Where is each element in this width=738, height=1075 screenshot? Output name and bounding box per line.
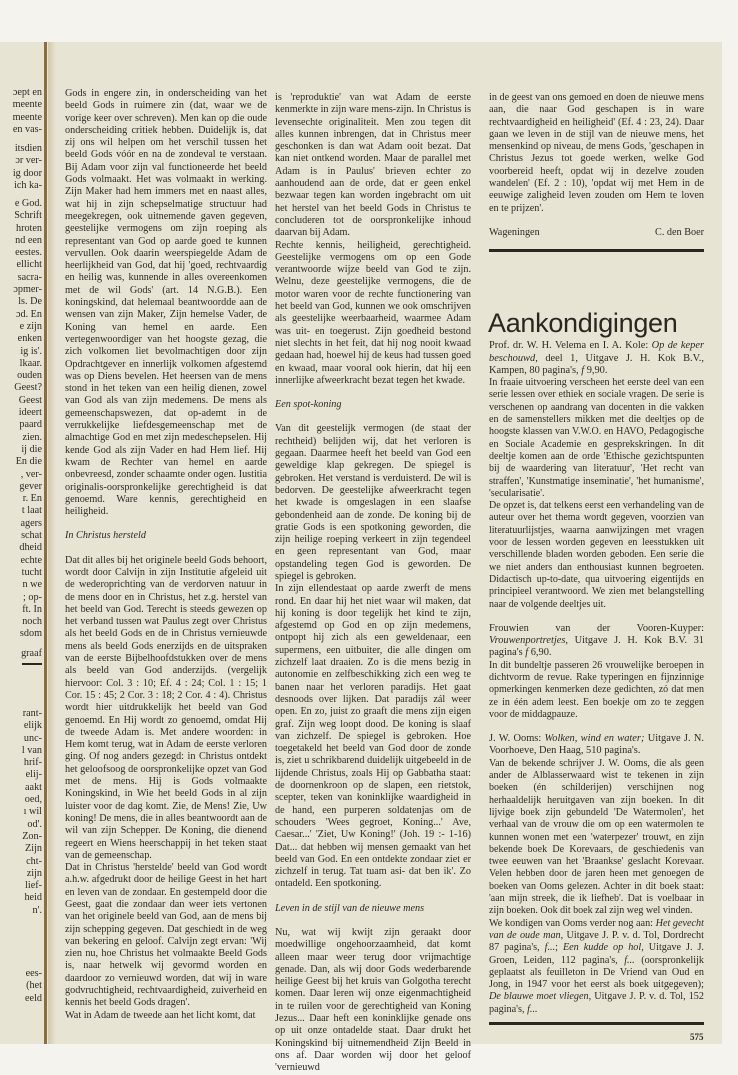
fragment-line: echte xyxy=(20,554,42,566)
fragment-line: e zijn xyxy=(19,320,42,332)
announcement-body: De opzet is, dat telkens eerst een verhandeling van de auteur over het thema wordt gegeven, voorzien van literatuurlijstjes, waarna aanwijzingen met vragen voor de lessen worden gegeven en leesstukken uit verschillende bladen worden geboden. Een serie die we niet anders dan enthousiast kunnen begroeten. Didactisch up-to-date, qua uitvoering eigentijds en principieel verantwoord. We zien met belangstelling naar de volgende deeltjes uit. xyxy=(489,500,704,610)
fragment-line: ɔd. En xyxy=(15,308,42,320)
fragment-line: n we xyxy=(22,579,42,591)
page-fold-shadow xyxy=(48,42,56,1044)
fragment-line: ls. De xyxy=(18,296,42,308)
citation-text: (oorspronkelijk geplaatst als feuilleton in De Vriend van Oud en Jong, in 1947 voor het eerst als boek uitgegeven); xyxy=(489,954,705,991)
fragment-line: , ver- xyxy=(20,468,42,480)
fragment-line: ij die xyxy=(21,443,42,455)
paragraph: in de geest van ons gemoed en doen de nieuwe mens aan, die naar God geschapen is in ware rechtvaardigheid en heiligheid' (Ef. 4 : 23, 24). Daar gaan we leven in de stijl van de nieuwe mens, het mensenkind op niveau, de mens Gods, 'geschapen in Christus Jezus tot goede werken, welke God voorbereid heeft, opdat wij in dezelve zouden wandelen' (Ef. 2 : 10), 'opdat wij met Hem in de eeuwige zaligheid leven zouden om Hem te loven en te prijzen'. xyxy=(489,92,705,214)
fragment-line: (het xyxy=(26,980,42,992)
paragraph: is 'reproduktie' van wat Adam de eerste kenmerkte in zijn ware mens-zijn. In Christus is levensechte originaliteit. Men zou tegen dit alles kunnen inbrengen, dat in Christus meer geschonken is dan wat Adam ooit bezat. Dat kan niet ontkend worden. Maar de parallel met Adam is in Paulus' brieven echter zo aanhoudend aan de orde, dat er geen enkel bezwaar tegen kan worden ingebracht om uit het herstel van het beeld Gods in Christus te concluderen tot de oorspronkelijke inhoud daarvan bij Adam. xyxy=(275,92,471,239)
fragment-line: l van xyxy=(21,744,42,756)
book-citation xyxy=(489,340,704,377)
citation-text: , Uitgave J. H. Kok B.V. 31 pagina's xyxy=(489,635,704,659)
italic-title: f... xyxy=(544,942,556,954)
article-column-1 xyxy=(65,88,267,1022)
previous-page-fragment xyxy=(0,143,42,192)
fragment-line: ouden xyxy=(17,370,42,382)
section-heading: Leven in de stijl van de nieuwe mens xyxy=(275,902,425,914)
announcements-heading: Aankondigingen xyxy=(488,308,678,339)
fragment-line: sacra- xyxy=(17,271,42,283)
fragment-line: cht- xyxy=(26,855,42,867)
fragment-line: Schrift xyxy=(14,210,42,222)
announcements-list xyxy=(489,340,704,1016)
italic-title: f... xyxy=(527,1003,538,1015)
fragment-line: ellicht xyxy=(16,259,42,271)
previous-page-fragment xyxy=(0,968,42,1005)
fragment-line: n'. xyxy=(32,904,42,916)
fragment-line: heid xyxy=(24,892,42,904)
citation-text: J. W. Ooms: xyxy=(489,733,545,745)
announcement xyxy=(489,733,704,917)
paragraph: Wat in Adam de tweede aan het licht komt, dat xyxy=(65,1009,256,1021)
fragment-line: dheid xyxy=(19,542,42,554)
fragment-line: Zon- xyxy=(22,830,42,842)
article-column-3 xyxy=(489,92,704,1016)
fragment-line: ɔr ver- xyxy=(15,155,42,167)
book-citation xyxy=(489,733,704,758)
fragment-line: zijn xyxy=(26,867,42,879)
fragment-line: itsdien xyxy=(14,143,42,154)
fragment-line: Geest? xyxy=(14,382,42,394)
fragment-line: agers xyxy=(20,517,42,529)
italic-title: Op de keper beschouwd xyxy=(489,340,704,364)
italic-title: f xyxy=(525,647,529,659)
fragment-line: sdom xyxy=(19,628,42,640)
fragment-line: od'. xyxy=(27,818,42,830)
article-column-2 xyxy=(275,92,471,1075)
paragraph: Nu, wat wij kwijt zijn geraakt door moedwillige ongehoorzaamheid, dat komt alleen maar weer terug door vrijmachtige genade. Dan, als wij door Gods wederbarende heilige Geest bij het kruis van Golgotha terecht komen. Daar leren wij onze eigenmachtigheid in te ruilen voor de gerechtigheid van Koning Jezus... Daar heft een koninklijke genade ons op uit onze ontadelde staat. Daar drukt het Koningskind bij uitnemendheid Zijn Beeld in ons af. Daar worden wij door het geloof 'vernieuwd xyxy=(275,927,471,1074)
previous-page-rule xyxy=(22,663,42,665)
previous-page-fragment xyxy=(0,708,42,917)
citation-text: , Uitgave J. P. v. d. Tol, 152 pagina's, xyxy=(489,991,704,1015)
page-number: 575 xyxy=(690,1032,704,1042)
italic-title: f... xyxy=(624,954,635,966)
fragment-line: unc- xyxy=(23,732,42,744)
author-name: C. den Boer xyxy=(655,226,704,238)
fragment-line: meente xyxy=(12,99,42,111)
previous-page-fragment xyxy=(0,648,42,660)
paragraph: Dat in Christus 'herstelde' beeld van God wordt a.h.w. afgedrukt door de heilige Geest in het hart en leven van de zondaar. En gestempeld door die Geest, gaat die zondaar dan weer iets vertonen van het originele beeld van God, aan de mens bij zijn schepping gegeven. Dat geschiedt in de weg van bekering en geloof. Calvijn zegt ervan: 'Wij zien nu, hoe Christus het volmaakte Beeld Gods is, naar hetwelk wij gevormd worden en daardoor zo vernieuwd worden, dat wij in ware godvruchtigheid, rechtvaardigheid, zuiverheid en kennis het beeld Gods dragen'. xyxy=(65,862,267,1009)
paragraph: Rechte kennis, heiligheid, gerechtigheid. Geestelijke vermogens om op een Gode verantwoorde wijze beeld van God te zijn. Welnu, deze geestelijke vermogens, die de motor waren voor de rechte functionering van het beeld van God, kunnen we ook omschrijven als geestelijke weerbaarheid, waarmee Adam was uit- en toegerust. Zijn goedheid bestond niet slechts in het feit, dat hij nog nooit kwaad gedaan had, hoewel hij de keus had tussen goed en kwaad, maar vooral ook hierin, dat hij een innerlijke afweerkracht bezat tegen het kwade. xyxy=(275,239,471,386)
fragment-line: r. En xyxy=(22,493,42,505)
fragment-line: t laat xyxy=(21,505,42,517)
fragment-line: hroten xyxy=(15,222,42,234)
italic-title: Een kudde op hol xyxy=(562,942,642,954)
fragment-line: tucht xyxy=(21,566,42,578)
page-fold-line xyxy=(44,42,47,1044)
fragment-line: noch xyxy=(22,616,42,628)
citation-text: Frouwien van der Vooren-Kuyper: xyxy=(489,622,704,634)
fragment-line: schat xyxy=(21,530,42,542)
fragment-line: graaf xyxy=(21,648,42,659)
fragment-line: lkaar. xyxy=(19,357,42,369)
citation-text: 6,90. xyxy=(528,647,552,659)
fragment-line: ft. In xyxy=(22,603,42,615)
italic-title: Het gevecht van de oude man xyxy=(489,917,704,941)
further-announcements xyxy=(489,918,704,1016)
citation-text: , Uitgave J. P. v. d. Tol, Dordrecht 87 pagina's, xyxy=(489,929,704,954)
fragment-line: aakt xyxy=(25,781,42,793)
section-heading: Een spot-koning xyxy=(275,399,342,411)
fragment-line: ig is'. xyxy=(20,345,42,357)
fragment-line: ideert xyxy=(18,407,42,419)
fragment-line: hrif- xyxy=(23,757,42,769)
citation-text: ; xyxy=(555,942,563,954)
fragment-line: ees- xyxy=(25,968,42,979)
citation-text: We kondigen van Ooms verder nog aan: xyxy=(489,917,656,929)
fragment-line: oed, xyxy=(24,794,42,806)
fragment-line: rant- xyxy=(22,708,42,719)
announcement-body: In fraaie uitvoering verscheen het eerste deel van een serie lessen over ethiek en sociale vragen. De serie is verschenen op aandrang van docenten in die vakken en de samenstellers mikken met die deeltjes op de hoogste klassen van V.W.O. en HAVO, Pedagogische en Sociale Academie en gesprekskringen. In dit deeltje komen aan de orde 'Ethische gezichtspunten bij de waardering van literatuur', 'Het recht van straffen', 'Kunstmatige inseminatie', 'het humanisme', 'secularisatie'. xyxy=(489,377,704,499)
italic-title: Wolken, wind en water; xyxy=(544,733,645,745)
author-place: Wageningen xyxy=(489,226,540,238)
paragraph: In zijn ellendestaat op aarde zwerft de mens rond. En daar hij het niet waar wil maken, dat hij koning is door tegelijk het kind te zijn, afgestemd op God en op zijn medemens, ontpopt hij zich als een geweldenaar, een supermens, een uitbuiter, die alle dingen om zichzelf laat draaien. Zo is die mens bezig in autonomie en zelfbeschikking zich een weg te banen naar het verloren paradijs. Het gaat desnoods over lijken. Dat paradijs zál weer open. En zo, juist zo graaft die mens zijn eigen graf. Zijn weg loopt dood. De koning is slaaf van zichzelf. De spiegel is gebroken. Hoe toegetakeld het beeld van God door de zonde is, ziet u schrikbarend duidelijk uitgebeeld in de lijdende Christus, zoals Hij op Gabbatha staat: de doornenkroon op de slapen, een rietstok, scepter, teken van koninklijke waardigheid in de hand, een purperen soldatenjas om de schouders 'Wees gegroet, Koning...' Ave, Caesar...' 'Ziet, Uw Koning!' (Joh. 19 :- 1-16) Dat... dat hebben wij mensen gemaakt van het beeld van God. En een ontdekte zondaar ziet er zichzelf in terug. Tat tuam asi- dat ben ik'. Zo ontadeld. Een spotkoning. xyxy=(275,583,471,890)
fragment-line: paard xyxy=(19,419,42,431)
fragment-line: Geest xyxy=(18,394,42,406)
fragment-line: ; op- xyxy=(23,591,42,603)
italic-title: f xyxy=(581,364,585,376)
fragment-line: eestes. xyxy=(15,247,42,259)
paragraph: Gods in engere zin, in onderscheiding van het beeld Gods in ruimere zin (dat, waar we de vorige keer over schreven). Men kan op die oude onderscheiding critiek hebben. Duidelijk is, dat zij ons wil helpen om het verschil tussen het beeld Gods vóór en na de zondeval te verstaan. Bij Adam voor zijn val functioneerde het beeld Gods volmaakt. Het was volmaakt in werking. Zijn Maker had hem immers met en naast alles, wat hij in zijn schepselmatige structuur had meegekregen, ook uitnemende gaven gegeven, geestelijke vermogens om zijn roeping als representant van God op aarde goed te kunnen vervullen. Ook daarin weerspiegelde Adam de heerlijkheid van God, dat hij 'goed, rechtvaardig en heilig was, kunnende in alles overeenkomen met de wil Gods' (art. 14 N.G.B.). Een koningskind, dat helemaal beantwoordde aan de wensen van zijn Maker, Zijn hemelse Vader, de Koning van hemel en aarde. Een vertegenwoordiger van het hoogste gezag, die zich volkomen liet bevolmachtigen door zijn Opdrachtgever en innerlijk volkomen afgestemd was op Diens bevelen. Het heersen van de mens stond in het teken van een heilig dienen, zowel van God als van zijn medemens. De mens als gemeenschapswezen, dat op-ademt in de verrukkelijke liefdesgemeenschap met de almachtige God en met zijn medeschepselen. Hij kende God als zijn Vader en had Hem lief. Hij kwam de Rechter van hemel en aarde onbevreesd, zonder schaamte onder ogen. Iustitia originalis-oorspronkelijke gerechtigheid is dat genoemd. Ware kennis, gerechtigheid en heiligheid. xyxy=(65,88,267,518)
citation-text: , deel 1, Uitgave J. H. Kok B.V., Kampen, 80 pagina's, xyxy=(489,352,704,376)
bottom-rule xyxy=(489,1022,704,1025)
announcement xyxy=(489,623,704,721)
fragment-line: ich ka- xyxy=(13,179,42,191)
fragment-line: ig door xyxy=(12,167,42,179)
book-citation xyxy=(489,623,704,660)
fragment-line: en vas- xyxy=(12,123,42,135)
previous-page-fragment xyxy=(0,87,42,136)
previous-page-fragment xyxy=(0,198,42,641)
fragment-line: elijk xyxy=(23,720,42,732)
announcement xyxy=(489,340,704,611)
paragraph: Dat dit alles bij het originele beeld Gods behoort, wordt door Calvijn in zijn Institutie afgeleid uit de wederoprichting van de verdorven natuur in de mens door en in Christus, het z.g. herstel van het beeld van God. Terecht is steeds gewezen op het verband tussen wat Paulus zegt over Christus als het beeld Gods en de in Christus vernieuwde mens als beeld Gods enerzijds en de uitspraken van de eerste Bijbelhoofdstukken over de mens als beeld van God anderzijds. (vergelijk hiervoor: Col. 3 : 10; Ef. 4 : 24; Col. 1 : 15; 1 Cor. 15 : 45; 2 Cor. 3 : 18; 2 Cor. 4 : 4). Christus wordt hier uitdrukkelijk het beeld van God genoemd. En Hij wordt zo genoemd, omdat Hij de tweede Adam is. Met andere woorden: in Hem komt terug, wat in Adam de eerste verloren ging. Of nog anders gezegd: in Christus ontdekt het geloofsoog de oorspronkelijke opzet van God met de mens. Hij is Gods volmaakte Koningskind, in Wie het beeld Gods in al zijn luister voor de dag komt. Zie, de Mens! Zie, Uw koning! De mens, die in alles beantwoordt aan de wil van zijn Schepper. De Koning, die dienend regeert en Wiens heerschappij in het teken staat van de gemeenschap. xyxy=(65,554,267,861)
announcement-body: In dit bundeltje passeren 26 vrouwelijke beroepen in dichtvorm de revue. Rake typeringen en fijnzinnige opmerkingen kenmerken deze gedichten, zó dat men ze in één adem leest. Een boekje om zo te zeggen voor de middagpauze. xyxy=(489,659,704,720)
fragment-line: elij- xyxy=(25,769,42,781)
citation-text: , Uitgave J. J. Groen, Leiden, 112 pagina's, xyxy=(489,942,704,966)
citation-text: Prof. dr. W. H. Velema en I. A. Kole: xyxy=(489,340,652,352)
fragment-line: ɔept en xyxy=(12,87,42,98)
announcement-body: Van de bekende schrijver J. W. Ooms, die als geen ander de Alblasserwaard wist te tekenen in zijn boeken (én schilderijen) verschijnen nog herhaaldelijk heruitgaven van zijn boeken. In dit lijvige boek zijn gebundeld 'De Watermolen', het verhaal van de vrouw die om op een watermolen te kunnen wonen met een 'waterpezer' trouwt, en zijn bekende boek De Korevaars, de geschiedenis van twee eeuwen van het 'Braankse' geslacht Korevaar. Velen hebben door de jaren heen met genoegen de boeken van Ooms gelezen. Achter in dit boek staat: 'aan mijn streek, die ik liefheb'. Dat is voelbaar in zijn boeken. Ook dit boek zal zijn weg wel vinden. xyxy=(489,757,704,917)
fragment-line: Zijn xyxy=(25,843,42,855)
fragment-line: gever xyxy=(19,480,42,492)
fragment-line: En die xyxy=(15,456,42,468)
fragment-line: lief- xyxy=(25,880,42,892)
fragment-line: nd een xyxy=(15,234,42,246)
fragment-line: zien. xyxy=(22,431,42,443)
fragment-line: ɔpmer- xyxy=(13,284,42,296)
fragment-line: e God. xyxy=(14,198,42,209)
section-divider xyxy=(489,249,704,252)
section-heading: In Christus hersteld xyxy=(65,530,146,542)
citation-text: 9,90. xyxy=(584,364,608,376)
signature-line xyxy=(489,227,704,239)
citation-text: Uitgave J. N. Voorhoeve, Den Haag, 510 pagina's. xyxy=(489,733,704,757)
fragment-line: eeld xyxy=(25,992,42,1004)
paragraph: Van dit geestelijk vermogen (de staat der rechtheid) belijden wij, dat het verloren is gegaan. Daarmee heeft het beeld van God een geweldige klap gekregen. De spiegel is gebroken. Het verstand is verduisterd. De wil is bedorven. De geestelijke afweerkracht tegen het kwade is omgeslagen in een slaafse gebondenheid aan de zonde. De koning bij de gratie Gods is een spotkoning geworden, die zijn heilige roeping verkeert in zijn tegendeel en geen representant van God, maar opstandeling tegen God is geworden. De spiegel is gebroken. xyxy=(275,423,471,582)
fragment-line: meente xyxy=(12,111,42,123)
italic-title: De blauwe moet vliegen xyxy=(489,991,589,1003)
fragment-line: ı wil xyxy=(23,806,42,818)
italic-title: Vrouwenportretjes xyxy=(489,635,566,647)
fragment-line: enken xyxy=(17,333,42,345)
